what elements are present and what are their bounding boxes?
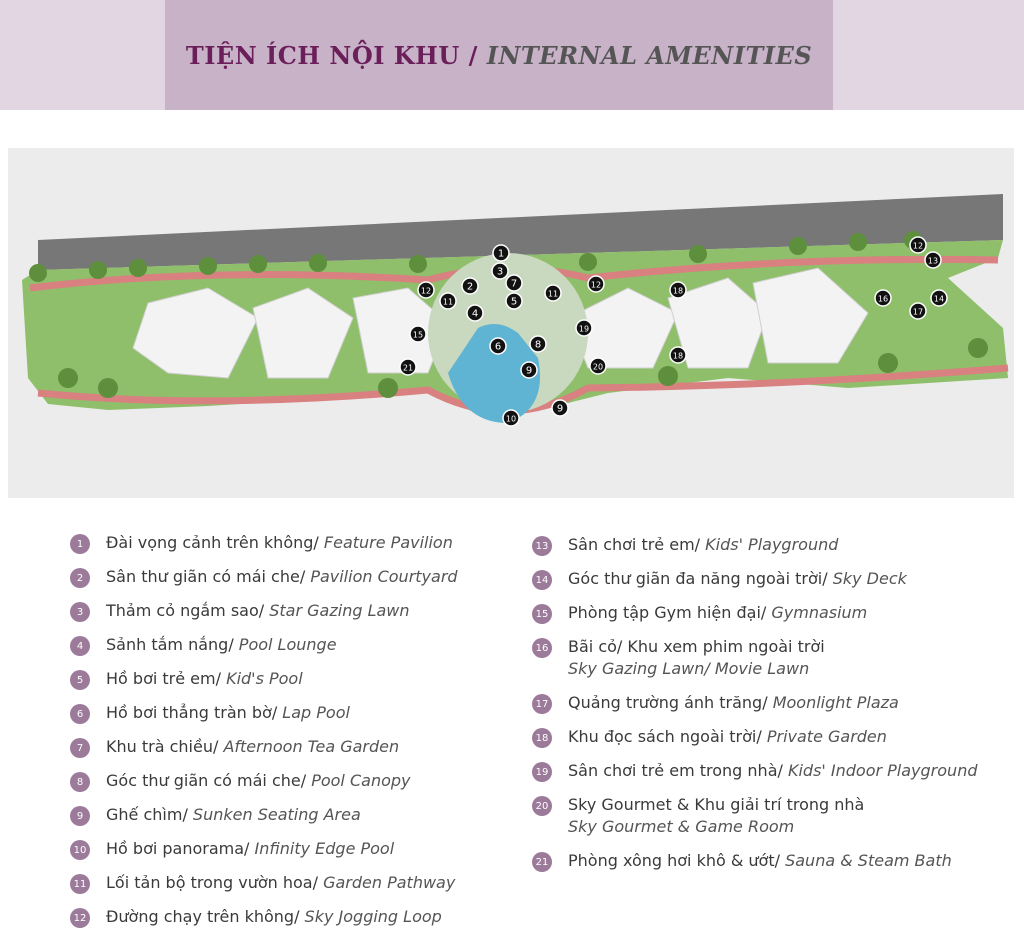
- map-marker-label: 12: [420, 286, 432, 296]
- map-marker: [931, 290, 947, 306]
- map-marker: [467, 305, 483, 321]
- map-marker-label: 8: [534, 339, 542, 351]
- legend-text: [106, 838, 394, 860]
- map-marker: [875, 290, 891, 306]
- map-marker-label: 3: [496, 266, 504, 278]
- legend-english-label: Gymnasium: [771, 603, 868, 622]
- map-marker-label: 19: [578, 324, 590, 334]
- legend-item: [70, 906, 442, 928]
- map-marker: [400, 359, 416, 375]
- legend-item: [532, 726, 887, 748]
- legend-english-label: Kids' Playground: [705, 535, 839, 554]
- legend-text: [106, 906, 442, 928]
- legend-vietnamese-label: Sân chơi trẻ em trong nhà/: [568, 761, 788, 780]
- legend-number-badge: 14: [532, 570, 552, 590]
- legend-english-label: Sky Jogging Loop: [304, 907, 442, 926]
- legend-number-badge: 18: [532, 728, 552, 748]
- legend-number-badge: 9: [70, 806, 90, 826]
- map-marker: [440, 293, 456, 309]
- legend-number-badge: 5: [70, 670, 90, 690]
- page-title-english: INTERNAL AMENITIES: [486, 40, 813, 70]
- map-marker-label: 21: [402, 363, 414, 373]
- legend-english-label: Sky Deck: [832, 569, 907, 588]
- legend-item: [532, 568, 907, 590]
- map-marker: [462, 278, 478, 294]
- legend-english-label: Kid's Pool: [226, 669, 303, 688]
- legend-english-label: Kids' Indoor Playground: [787, 761, 978, 780]
- legend-vietnamese-label: Hồ bơi thẳng tràn bờ/: [106, 703, 283, 722]
- map-marker: [670, 347, 686, 363]
- legend-item: [70, 736, 399, 758]
- legend-vietnamese-label: Sky Gourmet & Khu giải trí trong nhà: [568, 795, 865, 814]
- map-marker: [493, 245, 509, 261]
- map-marker: [670, 282, 686, 298]
- legend-item: [532, 692, 899, 714]
- legend-text: [568, 850, 952, 872]
- legend-vietnamese-label: Bãi cỏ/ Khu xem phim ngoài trời: [568, 637, 825, 656]
- legend-english-subtitle: Sky Gourmet & Game Room: [568, 817, 795, 836]
- map-marker-label: 18: [672, 351, 684, 361]
- map-marker-label: 4: [471, 308, 479, 320]
- map-marker: [925, 252, 941, 268]
- legend-item: [70, 668, 303, 690]
- legend-number-badge: 12: [70, 908, 90, 928]
- legend-number-badge: 21: [532, 852, 552, 872]
- legend-text: [106, 566, 458, 588]
- legend-english-label: Garden Pathway: [323, 873, 456, 892]
- legend-english-label: Private Garden: [766, 727, 887, 746]
- legend-vietnamese-label: Góc thư giãn đa năng ngoài trời/: [568, 569, 833, 588]
- legend-english-label: Sunken Seating Area: [192, 805, 361, 824]
- legend-text: [106, 872, 455, 894]
- legend-vietnamese-label: Phòng xông hơi khô & ướt/: [568, 851, 786, 870]
- legend-text: [106, 804, 361, 826]
- legend-vietnamese-label: Khu trà chiều/: [106, 737, 224, 756]
- legend-number-badge: 11: [70, 874, 90, 894]
- map-marker-label: 20: [592, 362, 604, 372]
- map-marker: [410, 326, 426, 342]
- map-marker: [552, 400, 568, 416]
- legend-english-label: Star Gazing Lawn: [269, 601, 410, 620]
- legend-number-badge: 19: [532, 762, 552, 782]
- legend-vietnamese-label: Sảnh tắm nắng/: [106, 635, 239, 654]
- map-marker: [588, 276, 604, 292]
- legend-number-badge: 10: [70, 840, 90, 860]
- legend-english-label: Moonlight Plaza: [772, 693, 899, 712]
- map-marker: [576, 320, 592, 336]
- map-marker: [506, 293, 522, 309]
- map-marker: [590, 358, 606, 374]
- map-marker-label: 10: [505, 414, 517, 424]
- map-marker-label: 11: [442, 297, 454, 307]
- legend-item: [70, 634, 337, 656]
- legend-number-badge: 17: [532, 694, 552, 714]
- legend-english-label: Sauna & Steam Bath: [785, 851, 952, 870]
- map-marker-label: 9: [525, 365, 533, 377]
- legend-vietnamese-label: Quảng trường ánh trăng/: [568, 693, 773, 712]
- legend-english-label: Lap Pool: [282, 703, 350, 722]
- legend-vietnamese-label: Thảm cỏ ngắm sao/: [106, 601, 270, 620]
- legend-english-label: Afternoon Tea Garden: [223, 737, 400, 756]
- map-marker: [503, 410, 519, 426]
- map-marker: [418, 282, 434, 298]
- legend-vietnamese-label: Khu đọc sách ngoài trời/: [568, 727, 767, 746]
- site-plan-illustration: [8, 148, 1014, 498]
- map-marker-label: 12: [590, 280, 602, 290]
- legend-vietnamese-label: Lối tản bộ trong vườn hoa/: [106, 873, 324, 892]
- site-plan-map: [8, 148, 1014, 498]
- page-title-vietnamese: TIỆN ÍCH NỘI KHU /: [185, 40, 487, 70]
- legend-item: [70, 770, 411, 792]
- map-marker-label: 12: [912, 241, 924, 251]
- map-marker-label: 11: [547, 289, 559, 299]
- map-marker-label: 17: [912, 307, 924, 317]
- legend-item: [532, 794, 864, 838]
- legend-item: [532, 636, 825, 680]
- map-marker: [530, 336, 546, 352]
- legend-vietnamese-label: Ghế chìm/: [106, 805, 193, 824]
- legend-english-label: Pavilion Courtyard: [310, 567, 458, 586]
- map-marker-label: 9: [556, 403, 564, 415]
- legend-text: [568, 534, 838, 556]
- map-marker-label: 7: [510, 278, 518, 290]
- legend-number-badge: 8: [70, 772, 90, 792]
- map-marker-label: 18: [672, 286, 684, 296]
- legend-text: [106, 770, 411, 792]
- legend-item: [532, 760, 977, 782]
- legend-number-badge: 6: [70, 704, 90, 724]
- header-title-box: [165, 0, 833, 110]
- legend-number-badge: 15: [532, 604, 552, 624]
- legend-text: [106, 668, 303, 690]
- map-marker-label: 13: [927, 256, 939, 266]
- map-marker: [490, 338, 506, 354]
- legend-english-label: Infinity Edge Pool: [254, 839, 395, 858]
- legend-number-badge: 4: [70, 636, 90, 656]
- legend-text: [106, 702, 350, 724]
- legend-item: [70, 702, 350, 724]
- legend-number-badge: 20: [532, 796, 552, 816]
- legend-text: [106, 600, 410, 622]
- legend-english-label: Pool Canopy: [311, 771, 411, 790]
- legend-text: [568, 760, 977, 782]
- legend-number-badge: 1: [70, 534, 90, 554]
- legend-text: [568, 794, 864, 838]
- legend-text: [568, 602, 867, 624]
- legend-item: [70, 600, 410, 622]
- legend-item: [70, 838, 394, 860]
- legend-item: [70, 566, 458, 588]
- legend-text: [568, 692, 899, 714]
- map-marker: [506, 275, 522, 291]
- legend-number-badge: 3: [70, 602, 90, 622]
- legend-text: [106, 736, 399, 758]
- legend-vietnamese-label: Phòng tập Gym hiện đại/: [568, 603, 772, 622]
- map-marker: [910, 303, 926, 319]
- legend-text: [568, 726, 887, 748]
- legend-text: [106, 532, 453, 554]
- map-marker-label: 15: [412, 330, 424, 340]
- map-marker-label: 2: [466, 281, 474, 293]
- legend-text: [106, 634, 337, 656]
- legend-number-badge: 7: [70, 738, 90, 758]
- legend-vietnamese-label: Góc thư giãn có mái che/: [106, 771, 312, 790]
- legend-vietnamese-label: Đường chạy trên không/: [106, 907, 305, 926]
- legend-english-label: Feature Pavilion: [323, 533, 453, 552]
- map-marker: [521, 362, 537, 378]
- map-marker: [492, 263, 508, 279]
- legend-item: [70, 804, 361, 826]
- map-marker-label: 16: [877, 294, 889, 304]
- legend-vietnamese-label: Sân chơi trẻ em/: [568, 535, 706, 554]
- legend-number-badge: 13: [532, 536, 552, 556]
- legend-item: [532, 602, 867, 624]
- map-marker-label: 14: [933, 294, 945, 304]
- page-title: [186, 41, 812, 70]
- legend-number-badge: 2: [70, 568, 90, 588]
- map-marker: [910, 237, 926, 253]
- legend-item: [532, 850, 952, 872]
- legend-vietnamese-label: Sân thư giãn có mái che/: [106, 567, 311, 586]
- legend-item: [70, 872, 455, 894]
- legend-vietnamese-label: Hồ bơi trẻ em/: [106, 669, 227, 688]
- legend-vietnamese-label: Đài vọng cảnh trên không/: [106, 533, 324, 552]
- legend-number-badge: 16: [532, 638, 552, 658]
- map-marker-label: 6: [494, 341, 502, 353]
- legend-item: [532, 534, 838, 556]
- map-marker-label: 5: [510, 296, 518, 308]
- legend-text: [568, 636, 825, 680]
- map-marker-label: 1: [497, 248, 505, 260]
- legend-text: [568, 568, 907, 590]
- legend-english-subtitle: Sky Gazing Lawn/ Movie Lawn: [568, 659, 810, 678]
- legend-english-label: Pool Lounge: [238, 635, 337, 654]
- map-marker: [545, 285, 561, 301]
- legend-vietnamese-label: Hồ bơi panorama/: [106, 839, 255, 858]
- legend-item: [70, 532, 453, 554]
